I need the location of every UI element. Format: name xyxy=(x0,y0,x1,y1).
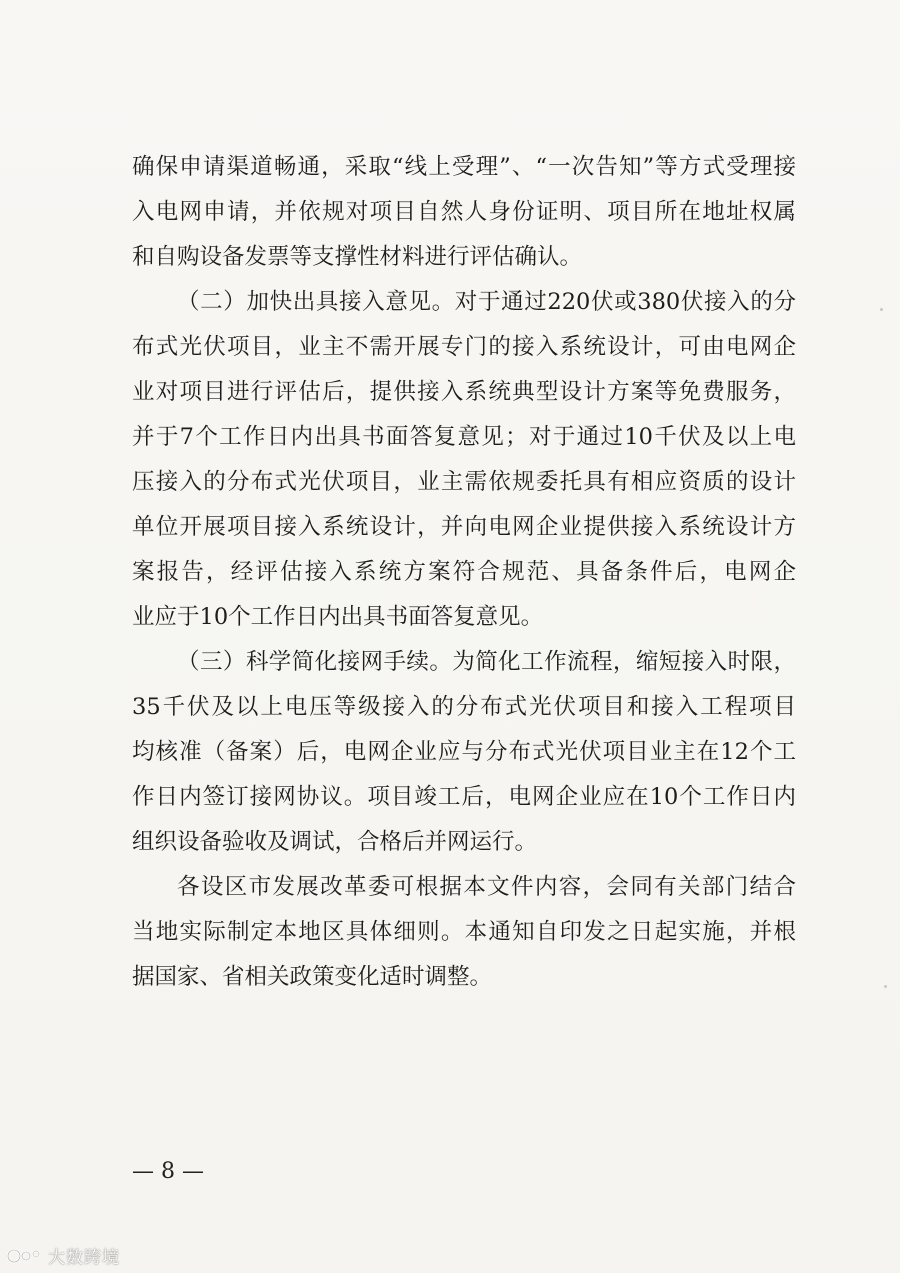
paragraph-2-line-7: 案报告，经评估接入系统方案符合规范、具备条件后，电网企 xyxy=(132,559,796,585)
paragraph-4-line-3: 据国家、省相关政策变化适时调整。 xyxy=(132,964,493,990)
paragraph-1-line-3: 和自购设备发票等支撑性材料进行评估确认。 xyxy=(132,244,583,270)
paragraph-4-line-1: 各设区市发展改革委可根据本文件内容，会同有关部门结合 xyxy=(177,874,796,900)
paragraph-4-line-2: 当地实际制定本地区具体细则。本通知自印发之日起实施，并根 xyxy=(132,919,796,945)
paragraph-1-line-1: 确保申请渠道畅通，采取“线上受理”、“一次告知”等方式受理接 xyxy=(132,154,796,180)
paragraph-2-line-3: 业对项目进行评估后，提供接入系统典型设计方案等免费服务， xyxy=(132,379,796,405)
paragraph-1-line-2: 入电网申请，并依规对项目自然人身份证明、项目所在地址权属 xyxy=(132,199,796,225)
scan-speck xyxy=(884,985,887,988)
paragraph-2-line-8: 业应于10个工作日内出具书面答复意见。 xyxy=(132,604,544,630)
watermark-logo-icon xyxy=(6,1244,44,1266)
scan-speck xyxy=(880,308,883,311)
paragraph-2-line-4: 并于7个工作日内出具书面答复意见；对于通过10千伏及以上电 xyxy=(132,424,796,450)
paragraph-3-line-3: 均核准（备案）后，电网企业应与分布式光伏项目业主在12个工 xyxy=(132,739,796,765)
paragraph-3-line-1: （三）科学简化接网手续。为简化工作流程，缩短接入时限， xyxy=(177,649,796,675)
paragraph-3-line-2: 35千伏及以上电压等级接入的分布式光伏项目和接入工程项目 xyxy=(132,694,796,720)
watermark-text: 大数跨境 xyxy=(48,1247,120,1268)
watermark xyxy=(6,1240,120,1270)
paragraph-3-line-4: 作日内签订接网协议。项目竣工后，电网企业应在10个工作日内 xyxy=(132,784,796,810)
page-number: — 8 — xyxy=(132,1159,204,1184)
paragraph-2-line-6: 单位开展项目接入系统设计，并向电网企业提供接入系统设计方 xyxy=(132,514,796,540)
paragraph-3-line-5: 组织设备验收及调试，合格后并网运行。 xyxy=(132,829,538,855)
paragraph-2-line-2: 布式光伏项目，业主不需开展专门的接入系统设计，可由电网企 xyxy=(132,334,796,360)
paragraph-2-line-1: （二）加快出具接入意见。对于通过220伏或380伏接入的分 xyxy=(177,289,796,315)
paragraph-2-line-5: 压接入的分布式光伏项目，业主需依规委托具有相应资质的设计 xyxy=(132,469,796,495)
